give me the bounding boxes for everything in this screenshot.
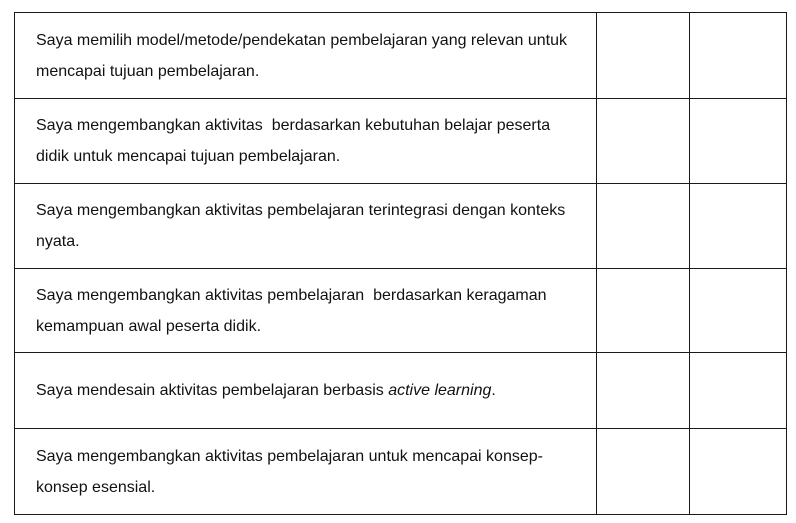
statement-cell xyxy=(15,429,597,515)
table-row xyxy=(15,99,787,184)
response-cell-1[interactable] xyxy=(597,269,690,353)
statement-text-before: Saya mendesain aktivitas pembelajaran berbasis xyxy=(36,382,389,399)
response-cell-1[interactable] xyxy=(597,353,690,429)
statement-text: Saya mengembangkan aktivitas pembelajaran berdasarkan keragaman kemampuan awal peserta didik. xyxy=(36,286,551,335)
response-cell-2[interactable] xyxy=(690,269,787,353)
response-cell-2[interactable] xyxy=(690,184,787,269)
statement-text xyxy=(36,382,496,399)
statement-text: Saya mengembangkan aktivitas berdasarkan kebutuhan belajar peserta didik untuk mencapai tujuan pembelajaran. xyxy=(36,117,555,165)
statement-cell xyxy=(15,99,597,184)
statement-text: Saya mengembangkan aktivitas pembelajaran untuk mencapai konsep-konsep esensial. xyxy=(36,447,543,496)
statement-text-after: . xyxy=(491,382,496,399)
table-row xyxy=(15,269,787,353)
statement-text: Saya memilih model/metode/pendekatan pembelajaran yang relevan untuk mencapai tujuan pembelajaran. xyxy=(36,31,567,80)
response-cell-2[interactable] xyxy=(690,99,787,184)
response-cell-1[interactable] xyxy=(597,13,690,99)
statement-text-italic: active learning xyxy=(388,382,492,399)
response-cell-1[interactable] xyxy=(597,429,690,515)
table-row xyxy=(15,184,787,269)
response-cell-1[interactable] xyxy=(597,99,690,184)
statement-text: Saya mengembangkan aktivitas pembelajaran terintegrasi dengan konteks nyata. xyxy=(36,202,566,250)
statement-cell xyxy=(15,269,597,353)
table-row xyxy=(15,429,787,515)
table-row xyxy=(15,353,787,429)
table-row xyxy=(15,13,787,99)
response-cell-2[interactable] xyxy=(690,429,787,515)
response-cell-2[interactable] xyxy=(690,353,787,429)
self-assessment-table xyxy=(14,12,787,515)
statement-cell xyxy=(15,353,597,429)
response-cell-1[interactable] xyxy=(597,184,690,269)
statement-cell xyxy=(15,13,597,99)
response-cell-2[interactable] xyxy=(690,13,787,99)
statement-cell xyxy=(15,184,597,269)
